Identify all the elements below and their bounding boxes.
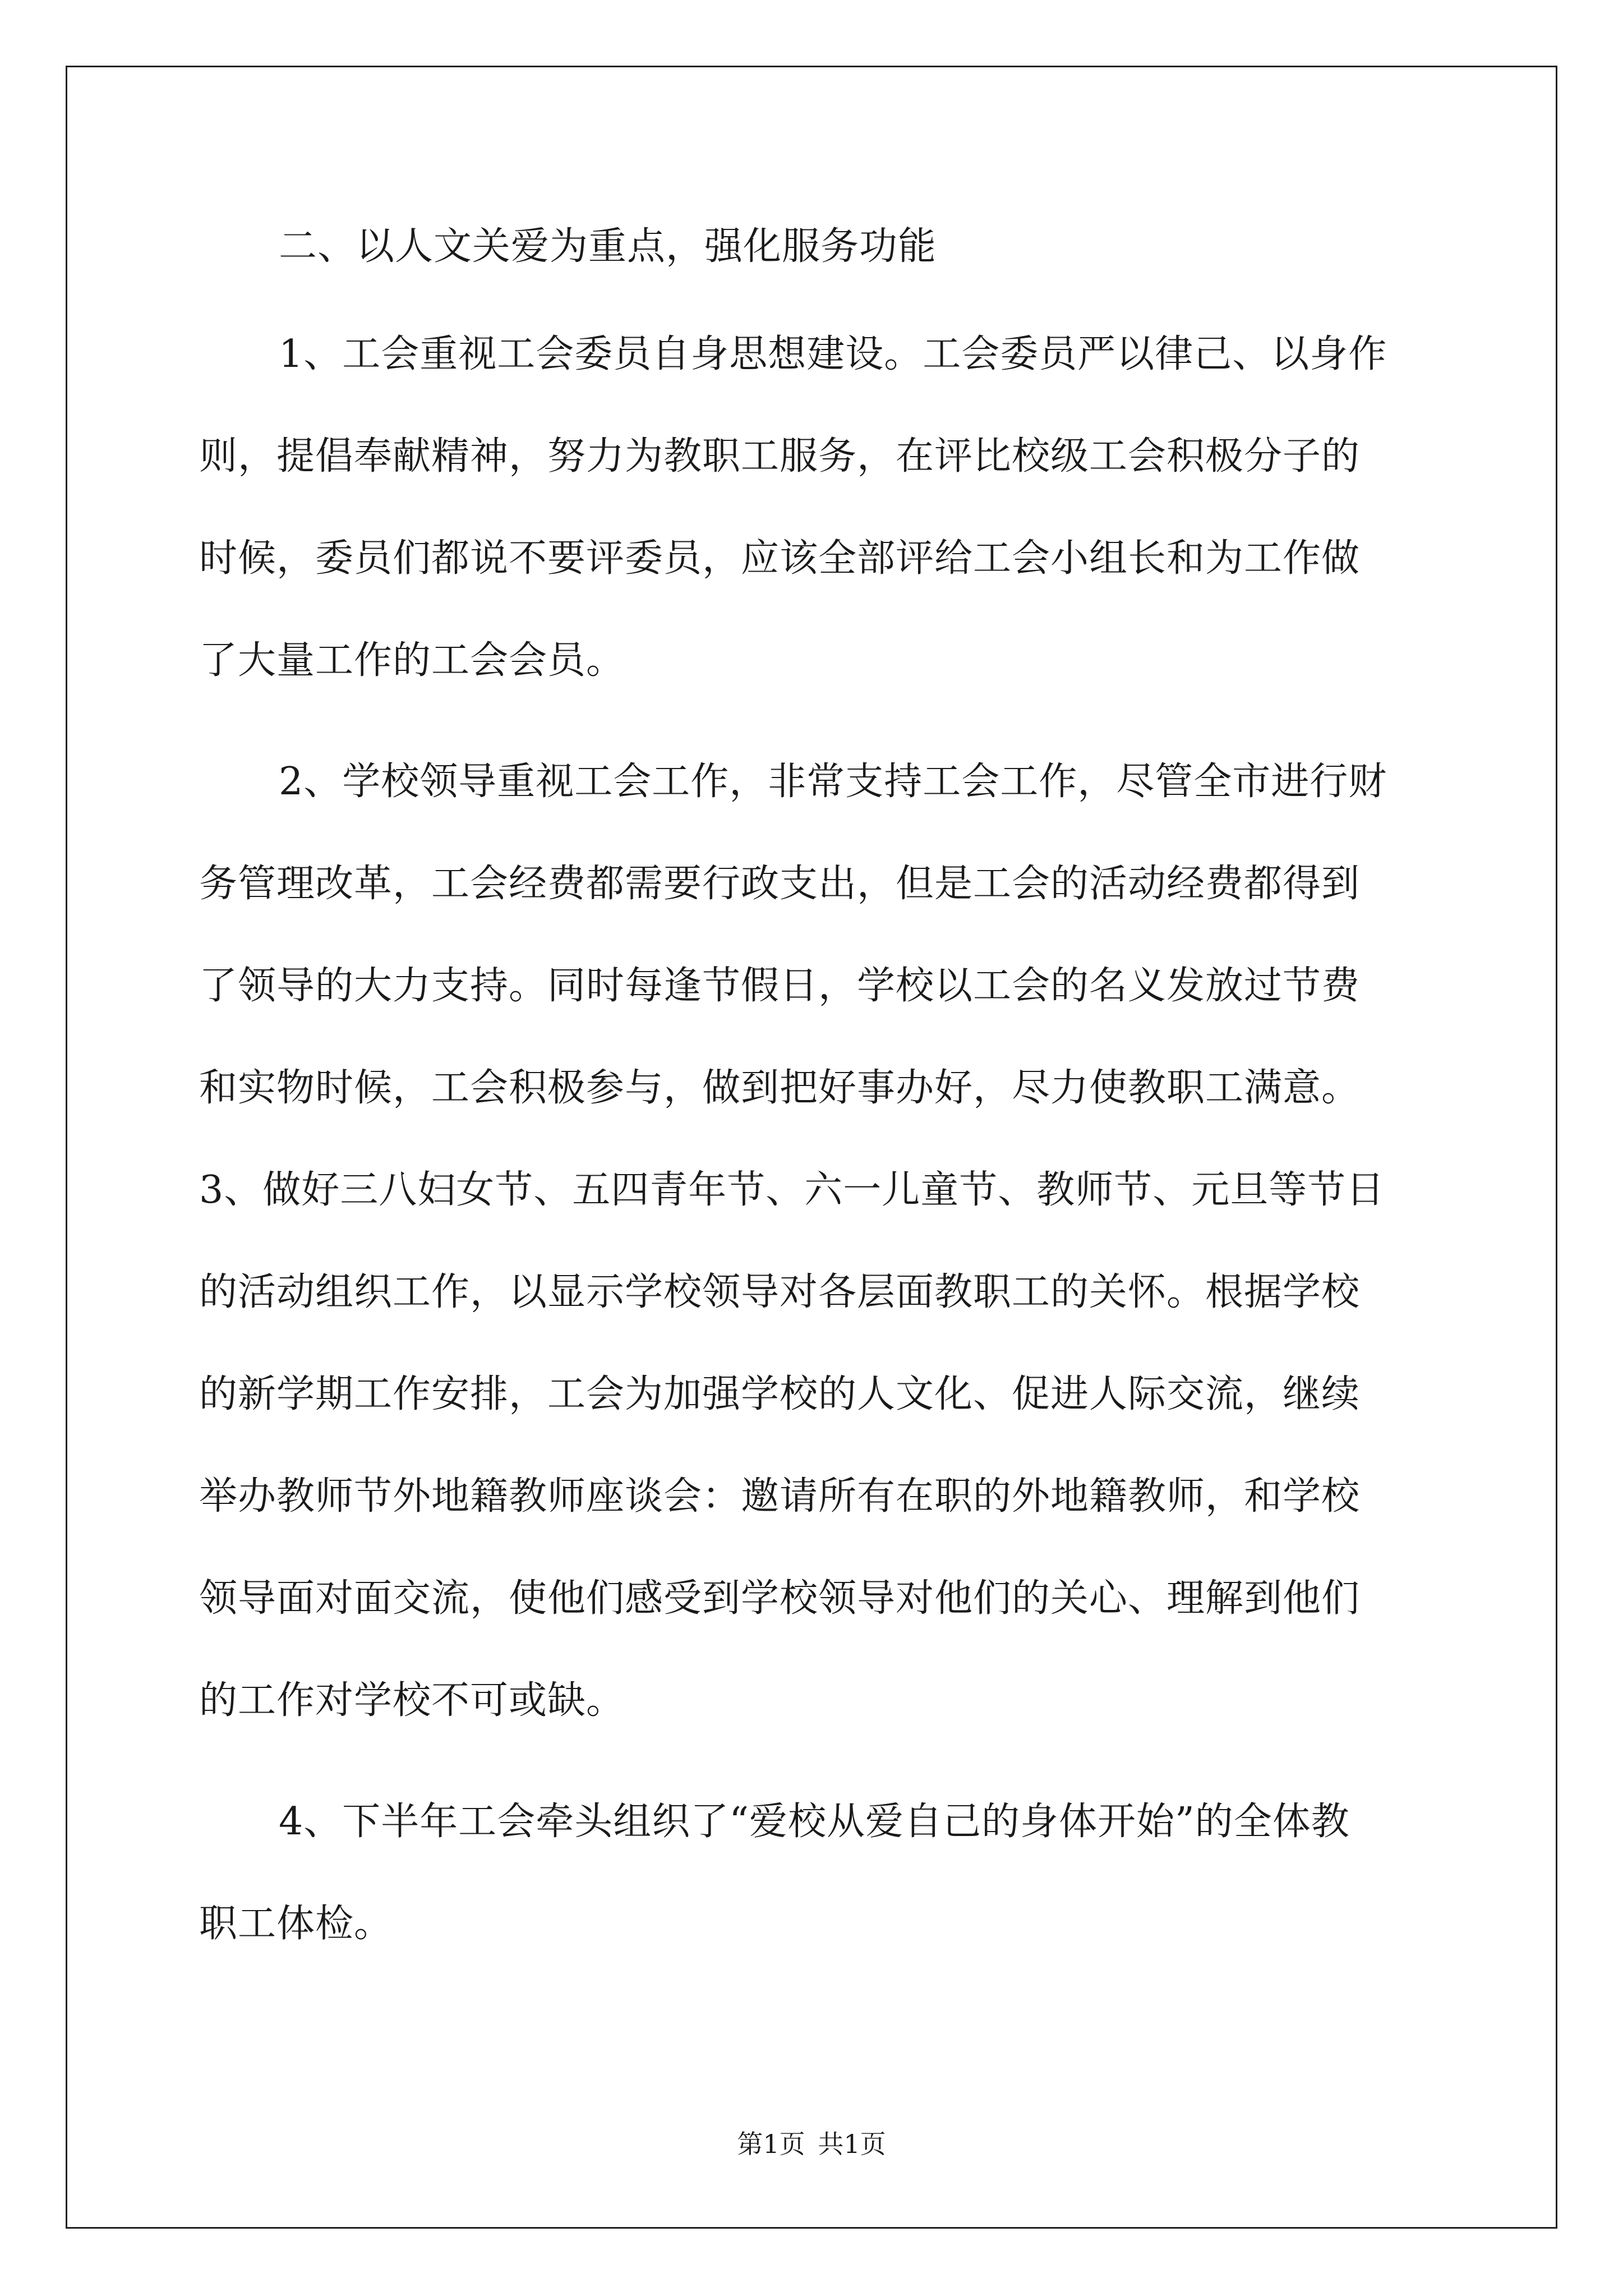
text-line: 1、工会重视工会委员自身思想建设。工会委员严以律己、以身作 [279,332,1387,376]
text-line: 则，提倡奉献精神，努力为教职工服务，在评比校级工会积极分子的 [199,434,1361,478]
page-number-total: 共1页 [818,2129,886,2159]
text-line: 了领导的大力支持。同时每逢节假日，学校以工会的名义发放过节费 [199,964,1361,1008]
paragraph-3 [199,1797,1427,1949]
text-line: 了大量工作的工会会员。 [199,638,625,683]
section-heading: 二、以人文关爱为重点，强化服务功能 [279,224,937,269]
paragraph-1 [199,329,1427,686]
page-number-current: 第1页 [737,2129,805,2159]
text-line: 领导面对面交流，使他们感受到学校领导对他们的关心、理解到他们 [199,1576,1361,1621]
text-line: 务管理改革，工会经费都需要行政支出，但是工会的活动经费都得到 [199,862,1361,906]
text-line: 和实物时候，工会积极参与，做到把好事办好，尽力使教职工满意。 [199,1066,1361,1110]
text-line: 的活动组织工作，以显示学校领导对各层面教职工的关怀。根据学校 [199,1270,1361,1314]
text-line: 2、学校领导重视工会工作，非常支持工会工作，尽管全市进行财 [279,760,1387,804]
text-line: 的工作对学校不可或缺。 [199,1678,625,1723]
text-line: 4、下半年工会牵头组织了“爱校从爱自己的身体开始”的全体教 [279,1800,1350,1844]
text-line: 职工体检。 [199,1902,393,1946]
text-line: 举办教师节外地籍教师座谈会：邀请所有在职的外地籍教师，和学校 [199,1474,1361,1519]
text-line: 时候，委员们都说不要评委员，应该全部评给工会小组长和为工作做 [199,536,1361,581]
document-body [199,222,1427,1949]
page-footer [0,2127,1623,2161]
paragraph-2 [199,757,1427,1726]
text-line: 的新学期工作安排，工会为加强学校的人文化、促进人际交流，继续 [199,1372,1361,1416]
text-line: 3、做好三八妇女节、五四青年节、六一儿童节、教师节、元旦等节日 [199,1168,1385,1212]
